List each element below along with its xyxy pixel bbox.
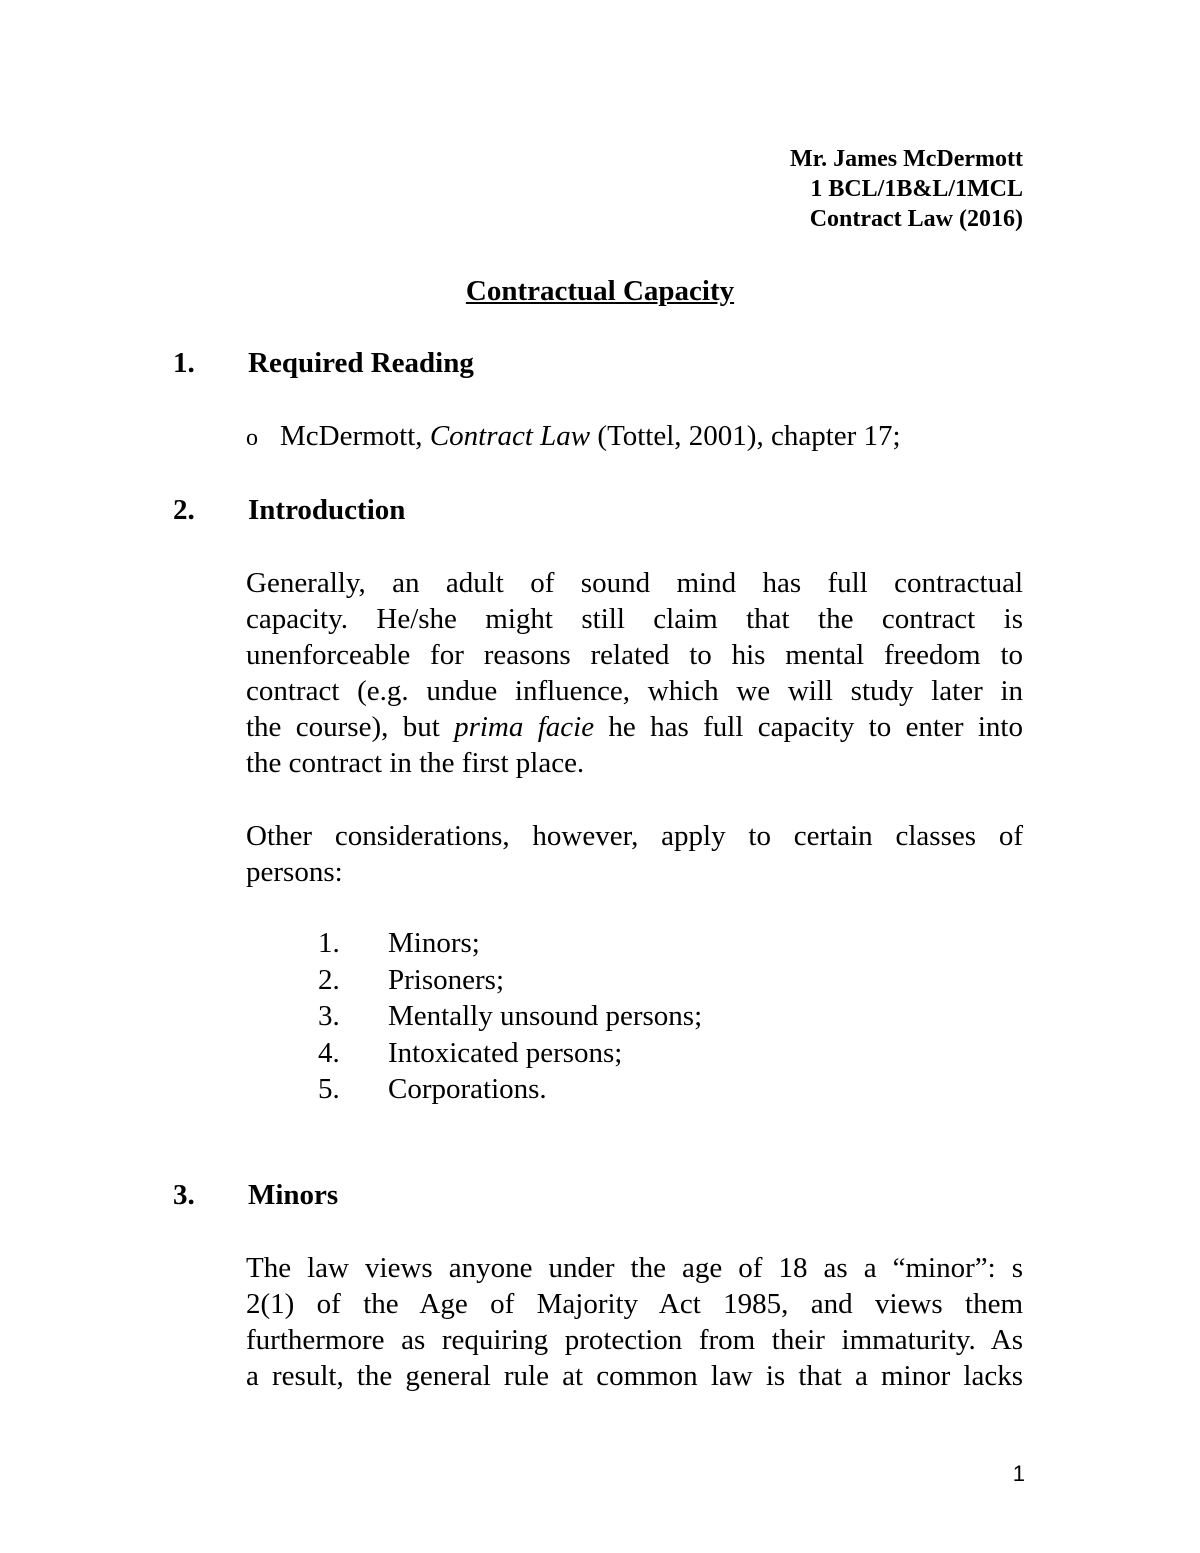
list-item [318, 1071, 702, 1108]
paragraph-line: unenforceable for reasons related to his mental freedom to [246, 639, 1023, 671]
section-heading-introduction [173, 492, 405, 528]
persons-list [318, 925, 702, 1108]
list-item [318, 925, 702, 962]
paragraph-line: capacity. He/she might still claim that the contract is [246, 603, 1023, 635]
author-name: Mr. James McDermott [789, 146, 1023, 172]
paragraph-line: Generally, an adult of sound mind has full contractual [246, 567, 1023, 599]
paragraph-line: persons: [246, 856, 343, 888]
paragraph-line: The law views anyone under the age of 18 as a “minor”: s [246, 1252, 1023, 1284]
list-text: Prisoners; [388, 963, 504, 996]
reading-details: (Tottel, 2001), chapter 17; [590, 420, 901, 452]
introduction-paragraph-1 [246, 565, 1023, 781]
reading-list-item [246, 418, 901, 456]
paragraph-line [246, 709, 1023, 745]
section-number: 2. [173, 494, 195, 526]
list-number: 4. [318, 1036, 340, 1069]
section-title: Minors [248, 1179, 339, 1211]
paragraph-line: contract (e.g. undue influence, which we will study later in [246, 675, 1023, 707]
section-heading-minors [173, 1177, 338, 1213]
list-number: 1. [318, 927, 340, 959]
list-text: Minors; [388, 927, 480, 959]
reading-author: McDermott, [280, 420, 430, 452]
list-number: 3. [318, 1000, 340, 1032]
list-item [318, 1035, 702, 1072]
paragraph-line: 2(1) of the Age of Majority Act 1985, and views them [246, 1288, 1023, 1320]
paragraph-line: Other considerations, however, apply to certain classes of [246, 820, 1023, 852]
list-text: Intoxicated persons; [388, 1036, 623, 1069]
line-text: he has full capacity to enter into [594, 711, 1023, 743]
list-item [318, 962, 702, 999]
paragraph-line: the contract in the first place. [246, 747, 585, 779]
introduction-paragraph-2 [246, 818, 1023, 890]
section-title: Introduction [248, 494, 406, 526]
list-item [318, 998, 702, 1035]
document-header [790, 144, 1023, 234]
page-number: 1 [1012, 1461, 1025, 1486]
course-code: 1 BCL/1B&L/1MCL [810, 176, 1023, 202]
section-heading-required-reading [173, 345, 474, 381]
course-name: Contract Law (2016) [809, 206, 1023, 232]
list-number: 2. [318, 963, 340, 996]
paragraph-line: a result, the general rule at common law is that a minor lacks [246, 1360, 1023, 1392]
paragraph-line: furthermore as requiring protection from their immaturity. As [246, 1324, 1023, 1356]
emphasis-prima-facie: prima facie [454, 711, 595, 743]
line-text: the course), but [246, 711, 455, 743]
document-title: Contractual Capacity [465, 275, 735, 307]
minors-paragraph [246, 1250, 1023, 1394]
reading-book-title: Contract Law [429, 420, 591, 452]
list-text: Corporations. [388, 1073, 547, 1105]
list-text: Mentally unsound persons; [388, 1000, 703, 1032]
section-number: 3. [173, 1179, 195, 1211]
list-number: 5. [318, 1073, 340, 1105]
bullet-icon: o [246, 425, 258, 451]
section-number: 1. [173, 347, 195, 379]
section-title: Required Reading [248, 347, 474, 379]
